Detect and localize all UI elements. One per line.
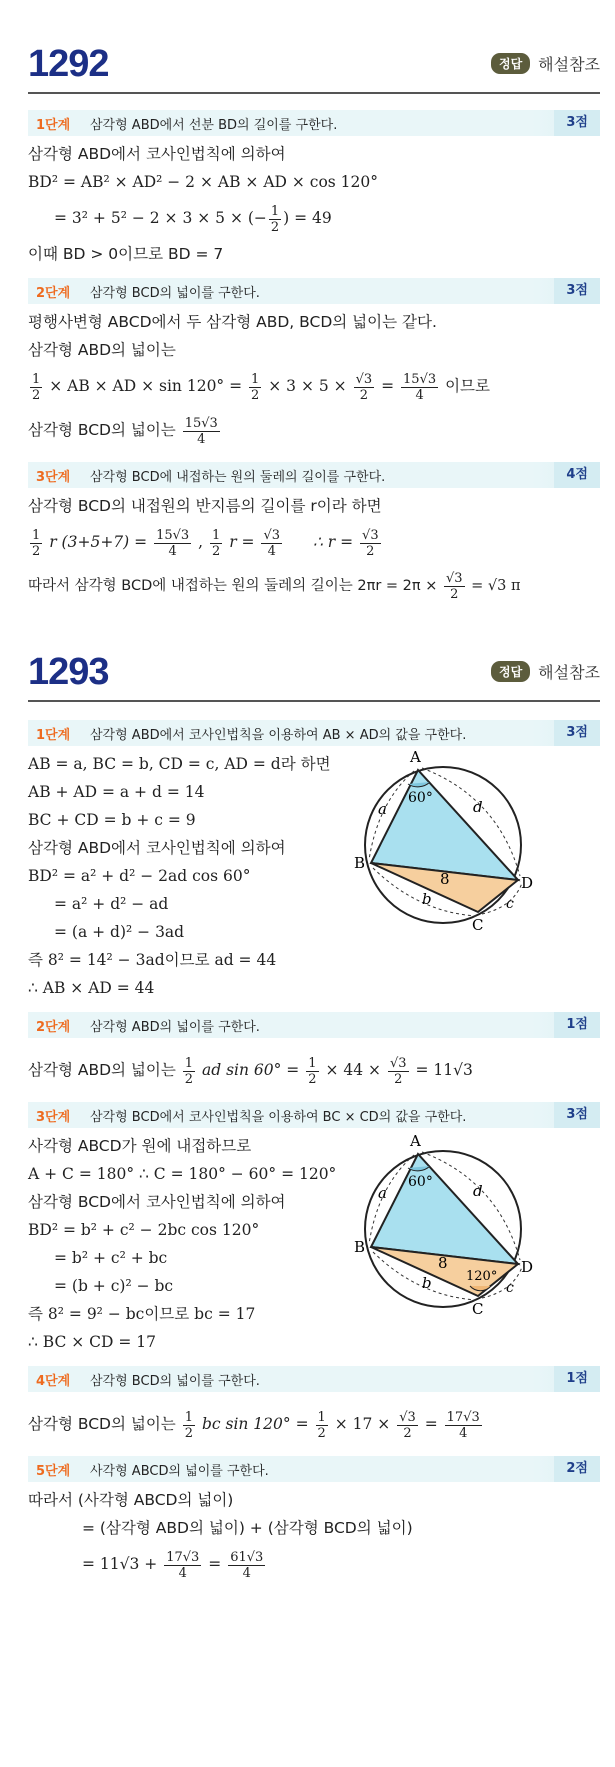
fraction: $\frac{15√3}{4}$ [184, 415, 218, 447]
step-tag: 2단계 [36, 285, 71, 301]
text-line: 삼각형 ABD에서 코사인법칙에 의하여 [28, 839, 286, 857]
label-b: b [422, 890, 432, 908]
math-text: = 11√3 [415, 1061, 473, 1079]
angle-a: 60° [408, 790, 433, 806]
label-a: a [378, 800, 387, 818]
math-line: 즉 8² = 9² − bc이므로 bc = 17 [28, 1305, 256, 1323]
math-line [28, 1402, 600, 1446]
math-line [28, 520, 600, 564]
math-line: = (b + c)² − bc [54, 1277, 174, 1295]
fraction: $\frac{17√3}{4}$ [446, 1409, 480, 1441]
step-body [28, 136, 600, 268]
fraction: $\frac{√3}{2}$ [446, 570, 463, 602]
math-line: ∴ AB × AD = 44 [28, 979, 155, 997]
math-line: BC + CD = b + c = 9 [28, 811, 196, 829]
math-text: ∴ r = [312, 533, 354, 551]
problem-1293 [28, 648, 600, 1586]
vertex-d: D [521, 874, 534, 892]
problem-number: 1293 [28, 651, 109, 693]
fraction: $\frac{1}{2}$ [251, 371, 260, 403]
label-b: b [422, 1274, 432, 1292]
math-text: r = [229, 533, 255, 551]
vertex-b: B [354, 854, 366, 872]
step-tag: 1단계 [36, 727, 71, 743]
angle-c: 120° [466, 1269, 498, 1284]
step-score: 4점 [554, 462, 600, 488]
fraction: $\frac{1}{2}$ [184, 1409, 194, 1441]
answer-text: 해설참조 [538, 55, 600, 74]
step-tag: 1단계 [36, 117, 71, 133]
circle-figure-1 [348, 742, 538, 932]
math-line [28, 196, 600, 240]
step-title: 사각형 ABCD의 넓이를 구한다. [90, 1463, 269, 1479]
answer-ref [491, 660, 600, 683]
math-line: BD² = a² + d² − 2ad cos 60° [28, 867, 251, 885]
fraction: $\frac{1}{2}$ [211, 527, 221, 559]
step-title: 삼각형 BCD의 넓이를 구한다. [90, 1373, 260, 1389]
vertex-c: C [472, 1300, 484, 1316]
text-line: 삼각형 ABD에서 코사인법칙에 의하여 [28, 145, 286, 163]
step-tag: 3단계 [36, 469, 71, 485]
math-text: × 17 × [334, 1415, 391, 1433]
step-bar [28, 462, 600, 488]
text-line: = (삼각형 ABD의 넓이) + (삼각형 BCD의 넓이) [82, 1519, 413, 1537]
bd-length: 8 [440, 870, 450, 888]
math-text: × 3 × 5 × [268, 377, 347, 395]
step-tag: 3단계 [36, 1109, 71, 1125]
step-tag: 5단계 [36, 1463, 71, 1479]
label-c: c [506, 1280, 514, 1296]
fraction: $\frac{√3}{2}$ [389, 1055, 407, 1087]
angle-a: 60° [408, 1174, 433, 1190]
math-text: bc sin 120° = [201, 1415, 309, 1433]
step-body [28, 1392, 600, 1446]
math-text: = √3 π [471, 578, 521, 594]
math-text: , [198, 533, 204, 551]
answer-badge: 정답 [491, 661, 530, 682]
problem-header [28, 40, 600, 94]
step-tag: 2단계 [36, 1019, 71, 1035]
fraction: $\frac{1}{2}$ [308, 1055, 317, 1087]
fraction: $\frac{15√3}{4}$ [156, 527, 190, 559]
fraction: $\frac{√3}{2}$ [362, 527, 379, 559]
text: 삼각형 BCD의 넓이는 [28, 1415, 176, 1433]
math-line: = (a + d)² − 3ad [54, 923, 185, 941]
vertex-c: C [472, 916, 484, 932]
step-score: 2점 [554, 1456, 600, 1482]
label-c: c [506, 896, 514, 912]
text-line: 삼각형 BCD에서 코사인법칙에 의하여 [28, 1193, 286, 1211]
text-line: 삼각형 ABD의 넓이는 [28, 341, 176, 359]
fraction: $\frac{15√3}{4}$ [403, 371, 437, 403]
text-line: 따라서 (사각형 ABCD의 넓이) [28, 1491, 234, 1509]
step-bar [28, 1102, 600, 1128]
fraction: $\frac{1}{2}$ [32, 527, 41, 559]
step-body [28, 304, 600, 452]
math-text: × AB × AD × sin 120° = [49, 377, 243, 395]
math-line [28, 1048, 600, 1092]
fraction: $\frac{√3}{2}$ [399, 1409, 416, 1441]
step-title: 삼각형 BCD의 넓이를 구한다. [90, 285, 260, 301]
text-line: 평행사변형 ABCD에서 두 삼각형 ABD, BCD의 넓이는 같다. [28, 313, 437, 331]
math-text: × 44 × [325, 1061, 382, 1079]
circle-figure-2 [348, 1126, 538, 1316]
text: 삼각형 ABD의 넓이는 [28, 1061, 176, 1079]
text-line: 사각형 ABCD가 원에 내접하므로 [28, 1137, 252, 1155]
label-a: a [378, 1184, 387, 1202]
math-text: = [208, 1555, 222, 1573]
math-text: = [424, 1415, 438, 1433]
step-title: 삼각형 BCD에서 코사인법칙을 이용하여 BC × CD의 값을 구한다. [90, 1109, 467, 1125]
math-line [28, 364, 600, 408]
step-tag: 4단계 [36, 1373, 71, 1389]
fraction: $\frac{1}{2}$ [317, 1409, 326, 1441]
text: 삼각형 BCD의 넓이는 [28, 421, 176, 439]
fraction: $\frac{1}{2}$ [32, 371, 41, 403]
math-text: 이므로 [445, 377, 490, 395]
step-bar [28, 278, 600, 304]
math-line [28, 564, 600, 608]
fraction: $\frac{1}{2}$ [184, 1055, 194, 1087]
step-score: 1점 [554, 1366, 600, 1392]
math-text: = [381, 377, 395, 395]
step-bar [28, 110, 600, 136]
step-bar [28, 1456, 600, 1482]
math-line: ∴ BC × CD = 17 [28, 1333, 157, 1351]
math-text: ad sin 60° = [202, 1061, 300, 1079]
step-score: 3점 [554, 720, 600, 746]
math-line [28, 1542, 600, 1586]
math-line: = b² + c² + bc [54, 1249, 168, 1267]
text-line: 삼각형 BCD의 내접원의 반지름의 길이를 r이라 하면 [28, 497, 382, 515]
math-line: AB + AD = a + d = 14 [28, 783, 205, 801]
step-score: 3점 [554, 1102, 600, 1128]
math-line: = a² + d² − ad [54, 895, 169, 913]
step-score: 3점 [554, 110, 600, 136]
step-bar [28, 1012, 600, 1038]
problem-number: 1292 [28, 43, 109, 85]
text-line: 이때 BD > 0이므로 BD = 7 [28, 245, 224, 263]
math-line [28, 408, 600, 452]
vertex-a: A [410, 748, 421, 766]
answer-badge: 정답 [491, 53, 530, 74]
vertex-b: B [354, 1238, 366, 1256]
step-body [28, 1482, 600, 1586]
math-line: BD² = AB² × AD² − 2 × AB × AD × cos 120° [28, 173, 379, 191]
math-text: r (3+5+7) = [49, 533, 148, 551]
math-line: BD² = b² + c² − 2bc cos 120° [28, 1221, 260, 1239]
fraction: $\frac{17√3}{4}$ [166, 1549, 200, 1581]
step-title: 삼각형 ABD의 넓이를 구한다. [90, 1019, 260, 1035]
answer-ref [491, 52, 600, 75]
fraction: $\frac{1}{2}$ [270, 203, 280, 235]
math-line: 즉 8² = 14² − 3ad이므로 ad = 44 [28, 951, 277, 969]
problem-header [28, 648, 600, 702]
vertex-d: D [521, 1258, 534, 1276]
step-body [28, 1038, 600, 1092]
label-d: d [473, 1182, 483, 1200]
math-line: AB = a, BC = b, CD = c, AD = d라 하면 [28, 755, 331, 773]
math-line: A + C = 180° ∴ C = 180° − 60° = 120° [28, 1165, 337, 1183]
answer-text: 해설참조 [538, 663, 600, 682]
problem-1292 [28, 40, 600, 608]
step-title: 삼각형 BCD에 내접하는 원의 둘레의 길이를 구한다. [90, 469, 386, 485]
step-score: 1점 [554, 1012, 600, 1038]
fraction: $\frac{61√3}{4}$ [230, 1549, 264, 1581]
vertex-a: A [410, 1132, 421, 1150]
math-text: ) = 49 [283, 209, 332, 227]
step-body [28, 488, 600, 608]
step-title: 삼각형 ABD에서 코사인법칙을 이용하여 AB × AD의 값을 구한다. [90, 727, 467, 743]
label-d: d [473, 798, 483, 816]
math-text: = 3² + 5² − 2 × 3 × 5 × (− [54, 209, 267, 227]
step-title: 삼각형 ABD에서 선분 BD의 길이를 구한다. [90, 117, 338, 133]
step-bar [28, 1366, 600, 1392]
fraction: $\frac{√3}{2}$ [355, 371, 373, 403]
fraction: $\frac{√3}{4}$ [263, 527, 281, 559]
bd-length: 8 [438, 1254, 448, 1272]
step-score: 3점 [554, 278, 600, 304]
text: 따라서 삼각형 BCD에 내접하는 원의 둘레의 길이는 2πr = 2π × [28, 578, 438, 594]
math-text: = 11√3 + [82, 1555, 158, 1573]
